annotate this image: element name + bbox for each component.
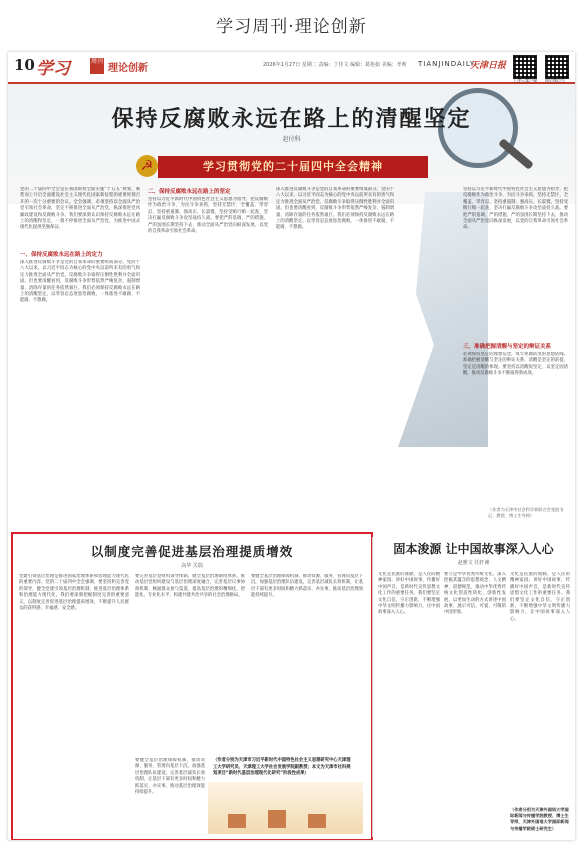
page-title: 学习周刊·理论创新 bbox=[216, 17, 367, 37]
article-column: 党建引领基层治理是推进国家治理体系和治理能力现代化的重要内容。党的二十届四中全会强调，要坚持和完善党的领导，健全党建引领基层治理机制，推进基层治理体系和治理能力现代化。我们要深刻把握制度完善的重要意义，以制度完善促进基层治理提质增效，不断提升人民群众的获得感、幸福感、安全感。 bbox=[19, 574, 129, 612]
article-column: 要完善基层党组织领导体制，健全基层治理制度体系。推动基层党组织建设与基层治理深度融合，完善基层议事协商机制，畅通群众参与渠道，提高基层治理的精细化、智能化、专业化水平，构建共建共治共享的社会治理格局。 bbox=[135, 574, 245, 599]
publication-logo: 学习 bbox=[36, 59, 70, 79]
qr-code-icon bbox=[513, 55, 537, 79]
subheading: 三、准确把握清醒与坚定的辩证关系 bbox=[463, 344, 552, 350]
qr-code-icon bbox=[545, 55, 569, 79]
article-column: 坚持以习近平新时代中国特色社会主义思想为指导，把反腐败作为政治斗争、为民斗争来抓，坚持无禁区、全覆盖、零容忍，坚持重遏制、强高压、长震慑，坚持受贿行贿一起查，坚决打赢反腐败斗争攻坚战持久战。要把严的基调、严的措施、严的氛围长期坚持下去，推动全面从严治党向纵深发展，以党的自我革命引领社会革命。 bbox=[148, 197, 268, 235]
article-column: 要健全基层治理保障机制，推动资源、服务、管理向基层下沉，加强基层治理队伍建设，完善基层减负长效机制，让基层干部有更多时间和精力抓落实、办实事，推动基层治理效能持续提升。 bbox=[251, 574, 363, 599]
top-byline: 赵付科 bbox=[282, 136, 301, 143]
highlighted-article bbox=[11, 532, 373, 840]
weekly-badge: 周刊 bbox=[90, 58, 104, 74]
issue-info: 2026年1月27日 星期二 责编：丁佳文 编辑：葛艳茹 美编：孝莉 bbox=[263, 62, 407, 68]
article-column: 坚持以习近平新时代中国特色社会主义思想为指导，把反腐败作为政治斗争、为民斗争来抓，坚持无禁区、全覆盖、零容忍，坚持重遏制、强高压、长震慑，坚持受贿行贿一起查，坚决打赢反腐败斗争攻坚战持久战。要把严的基调、严的措施、严的氛围长期坚持下去，推动全面从严治党向纵深发展，以党的自我革命引领社会革命。 bbox=[463, 187, 568, 231]
article-column: 要立足中华优秀传统文化，深入挖掘其蕴含的思想观念、人文精神、道德规范，推动中华优秀传统文化创造性转化、创新性发展，以更加生动的方式讲述中国故事，展示可信、可爱、可敬的中国形象。 bbox=[444, 572, 506, 616]
article-authors: 高华 关瑞 bbox=[181, 563, 203, 569]
house-icon bbox=[308, 814, 326, 828]
brand-name: 天津日报 bbox=[470, 61, 507, 71]
subheading: 二、保持反腐败永远在路上的坚定 bbox=[148, 189, 231, 195]
party-emblem-icon: ☭ bbox=[136, 155, 158, 177]
masthead bbox=[8, 52, 575, 84]
author-note: （作者分别为天津外国语大学国际新闻与传播学院教授、博士生导师，天津外国语大学国际新闻与传播学院硕士研究生） bbox=[510, 807, 569, 831]
subheading: 一、保持反腐败永远在路上的定力 bbox=[20, 252, 103, 258]
village-illustration bbox=[208, 782, 363, 834]
house-icon bbox=[228, 814, 246, 828]
author-note: （作者分别为天津市习近平新时代中国特色社会主义思想研究中心天津理工大学研究员、天津理工大学社会发展学院副教授；本文为天津市社科规划项目“新时代基层治理现代化研究”阶段性成果） bbox=[213, 758, 351, 776]
qr-left-label: 上津云客户端 bbox=[513, 78, 537, 83]
article-column: 深入推进反腐败斗争是党的自我革命的重要组成部分。党的十八大以来，以习近平同志为核心的党中央以前所未有的勇气和定力推进全面从严治党，反腐败斗争取得压倒性胜利并全面巩固。但也要清醒看到，反腐败斗争形势依然严峻复杂，遏制增量、清除存量的任务依然艰巨。我们必须保持反腐败永远在路上的清醒坚定，以零容忍态度惩治腐败，一体推进不敢腐、不能腐、不想腐。 bbox=[276, 187, 394, 231]
section-name: 理论创新 bbox=[108, 63, 148, 74]
article-column: 文化是民族的血脉，是人民的精神家园。讲好中国故事，传播好中国声音，是新时代宣传思想文化工作的重要任务。我们要坚定文化自信，守正创新，不断增强中华文明传播力影响力，让中国故事深入人心。 bbox=[378, 572, 440, 616]
article-title: 以制度完善促进基层治理提质增效 bbox=[90, 544, 294, 559]
article-title: 固本浚源 让中国故事深入人心 bbox=[393, 542, 554, 556]
newspaper-page bbox=[8, 52, 575, 840]
article-authors: 赵雅文 任轩谏 bbox=[457, 560, 490, 566]
article-column: 文化是民族的血脉，是人民的精神家园。讲好中国故事，传播好中国声音，是新时代宣传思想文化工作的重要任务。我们要坚定文化自信，守正创新，不断增强中华文明传播力影响力，让中国故事深入人心。 bbox=[510, 572, 570, 622]
article-column: 要健全基层治理保障机制，推动资源、服务、管理向基层下沉，加强基层治理队伍建设，完善基层减负长效机制，让基层干部有更多时间和精力抓落实、办实事，推动基层治理效能持续提升。 bbox=[135, 758, 205, 796]
article-column: 必须保持坚定的理想信念，筑牢拒腐防变的思想防线。准确把握清醒与坚定的辩证关系，清醒是坚定的前提，坚定是清醒的体现。要坚持以清醒促坚定、以坚定固清醒，推动反腐败斗争不断取得新成效。 bbox=[463, 352, 568, 377]
page-number: 10 bbox=[14, 56, 35, 74]
author-note: （作者为天津市社会科学界联合会党组书记、教授、博士生导师） bbox=[488, 507, 564, 518]
theme-ribbon: 学习贯彻党的二十届四中全会精神 bbox=[158, 156, 428, 178]
top-headline: 保持反腐败永远在路上的清醒坚定 bbox=[111, 106, 472, 132]
qr-right-label: 理论微信号 bbox=[545, 78, 565, 83]
article-column: 深入推进反腐败斗争是党的自我革命的重要组成部分。党的十八大以来，以习近平同志为核心的党中央以前所未有的勇气和定力推进全面从严治党，反腐败斗争取得压倒性胜利并全面巩固。但也要清醒看到，反腐败斗争形势依然严峻复杂，遏制增量、清除存量的任务依然艰巨。我们必须保持反腐败永远在路上的清醒坚定，以零容忍态度惩治腐败，一体推进不敢腐、不能腐、不想腐。 bbox=[20, 260, 140, 304]
english-name: TIANJINDAILY bbox=[418, 60, 476, 68]
house-icon bbox=[268, 810, 286, 828]
article-column: 党的二十届四中全会是在我国即将全面实施“十五五”规划、乘势而上开启全面建设社会主义现代化国家新征程的重要时刻召开的一次十分重要的会议。全会强调，必须坚持以全面从严治党引领社会革命，坚定不移推进全面从严治党，纵深推进党风廉政建设和反腐败斗争。我们要深刻认识保持反腐败永远在路上的清醒和坚定，一刻不停推进全面从严治党，为推进中国式现代化提供坚强保证。 bbox=[20, 187, 140, 231]
column-divider bbox=[372, 537, 373, 837]
